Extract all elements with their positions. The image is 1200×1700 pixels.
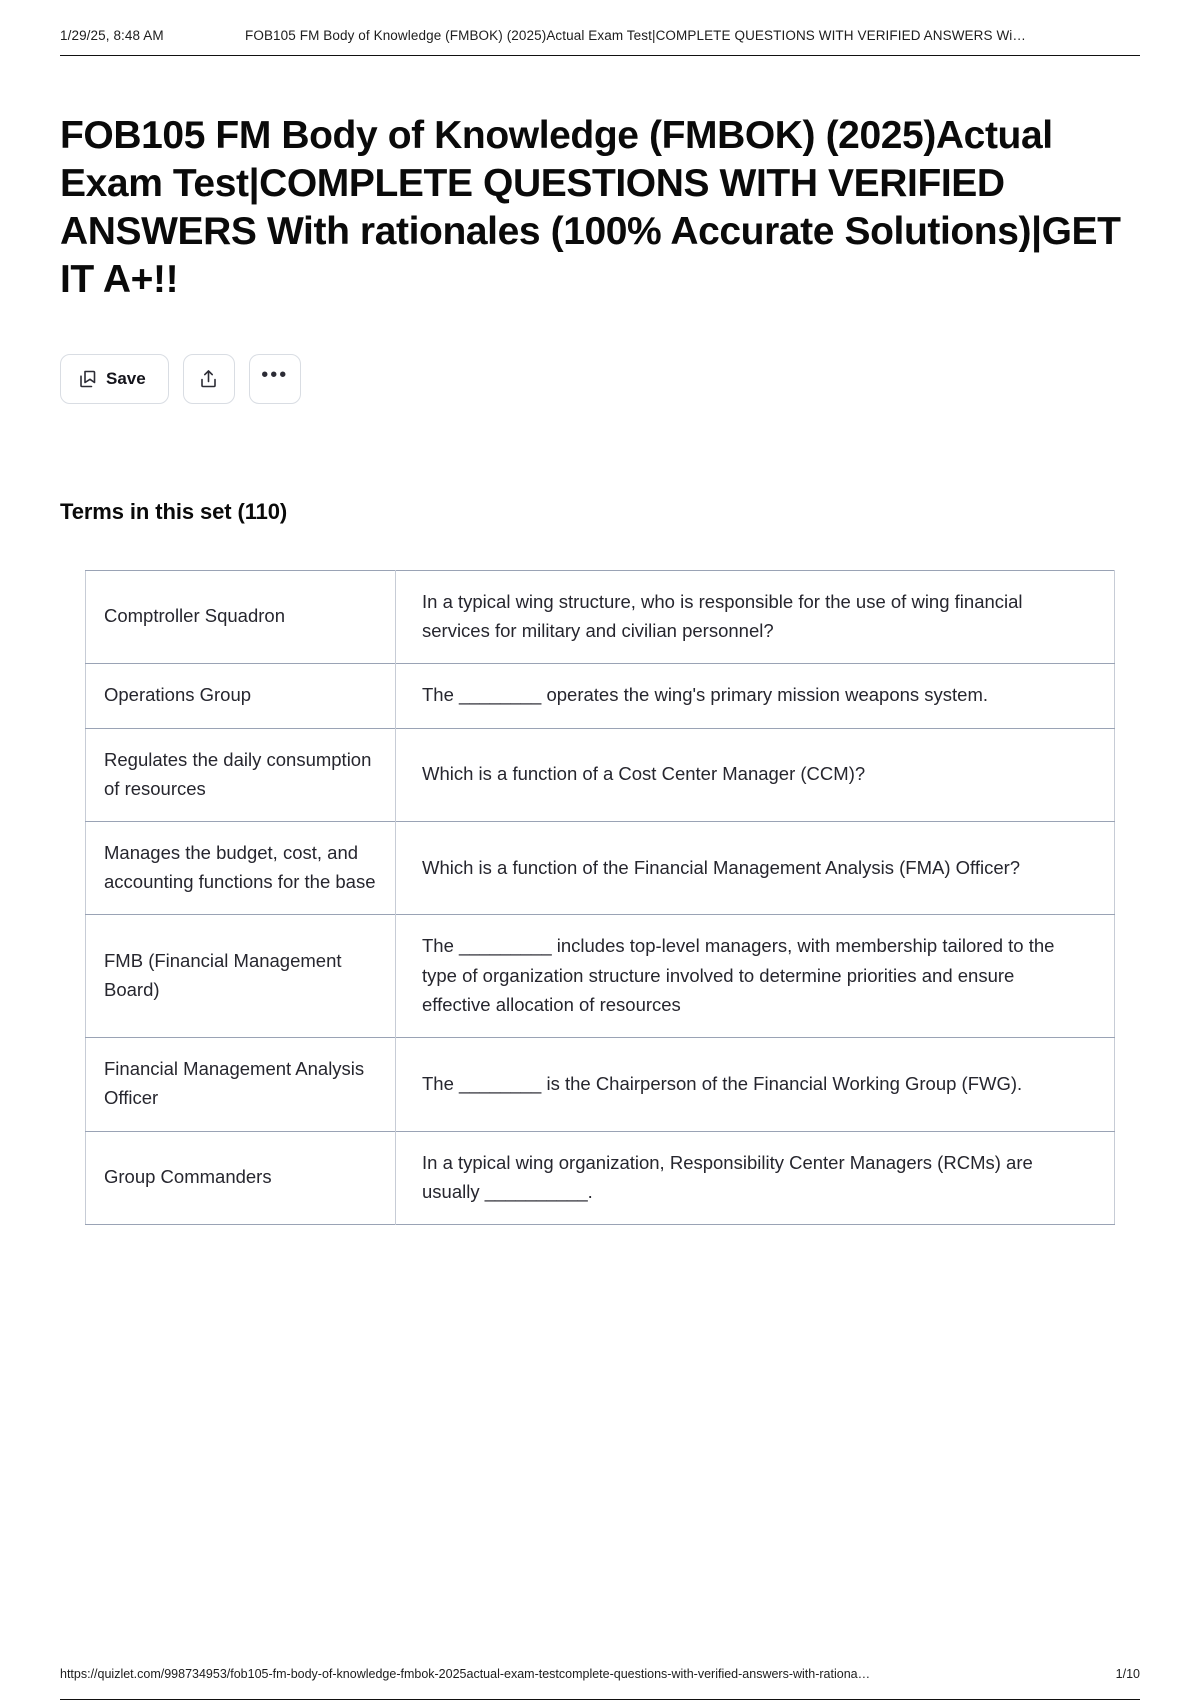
action-toolbar [60, 354, 1140, 404]
save-button[interactable] [60, 354, 169, 404]
definition-cell: In a typical wing organization, Responsibility Center Managers (RCMs) are usually __________. [422, 1151, 1033, 1202]
footer-url: https://quizlet.com/998734953/fob105-fm-body-of-knowledge-fmbok-2025actual-exam-testcomplete-questions-with-verified-answers-with-rationa… [60, 1667, 871, 1681]
table-row [86, 664, 1115, 728]
term-cell: Comptroller Squadron [86, 570, 396, 663]
share-icon [199, 369, 218, 389]
bookmark-icon [79, 370, 96, 388]
table-row [86, 570, 1115, 663]
definition-cell: In a typical wing structure, who is responsible for the use of wing financial services for military and civilian personnel? [422, 590, 1023, 642]
footer-page-number: 1/10 [1115, 1667, 1140, 1681]
print-footer [60, 1667, 1140, 1700]
print-header [60, 0, 1140, 43]
term-cell: Group Commanders [86, 1131, 396, 1224]
table-row [86, 915, 1115, 1038]
more-options-button[interactable] [249, 354, 301, 404]
terms-heading: Terms in this set (110) [60, 498, 288, 524]
definition-cell: The ________ is the Chairperson of the Financial Working Group (FWG). [422, 1072, 1023, 1094]
print-header-title: FOB105 FM Body of Knowledge (FMBOK) (2025)Actual Exam Test|COMPLETE QUESTIONS WITH VERIFIED ANSWERS Wi… [245, 28, 1026, 43]
print-date: 1/29/25, 8:48 AM [60, 28, 164, 43]
definition-cell: The ________ operates the wing's primary mission weapons system. [422, 684, 989, 706]
table-row [86, 728, 1115, 821]
term-cell: Financial Management Analysis Officer [86, 1038, 396, 1131]
definition-cell: The _________ includes top-level managers, with membership tailored to the type of organization structure involved to determine priorities and ensure effective allocation of resources [422, 935, 1055, 1015]
term-cell: Regulates the daily consumption of resources [86, 728, 396, 821]
page-title: FOB105 FM Body of Knowledge (FMBOK) (2025)Actual Exam Test|COMPLETE QUESTIONS WITH VERIFIED ANSWERS With rationales (100% Accurate Solutions)|GET IT A+!! [60, 114, 1121, 301]
definition-cell: Which is a function of a Cost Center Manager (CCM)? [422, 763, 866, 785]
term-cell: FMB (Financial Management Board) [86, 915, 396, 1038]
term-cell: Manages the budget, cost, and accounting functions for the base [86, 821, 396, 914]
share-button[interactable] [183, 354, 235, 404]
save-button-label: Save [106, 368, 146, 388]
header-divider [60, 55, 1140, 56]
table-row [86, 1038, 1115, 1131]
terms-table [85, 570, 1115, 1225]
more-options-icon: ••• [261, 363, 289, 386]
definition-cell: Which is a function of the Financial Management Analysis (FMA) Officer? [422, 856, 1021, 878]
term-cell: Operations Group [86, 664, 396, 728]
table-row [86, 1131, 1115, 1224]
table-row [86, 821, 1115, 914]
